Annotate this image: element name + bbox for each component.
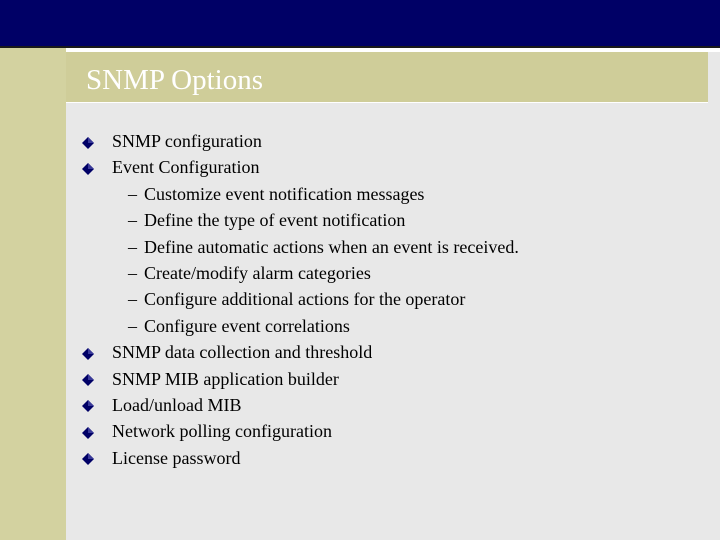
list-item — [0, 366, 720, 392]
list-item — [0, 154, 720, 180]
diamond-bullet-icon — [82, 400, 94, 412]
diamond-bullet-icon — [82, 427, 94, 439]
header-bar — [0, 0, 720, 48]
sub-list-item — [0, 234, 720, 260]
list-item-text: Event Configuration — [112, 157, 260, 178]
sub-list-item-text: Configure additional actions for the operator — [144, 289, 466, 310]
dash-marker: – — [128, 315, 137, 336]
sub-list-item — [0, 286, 720, 312]
sub-list-item — [0, 313, 720, 339]
list-item-text: SNMP data collection and threshold — [112, 342, 373, 363]
slide-title: SNMP Options — [86, 64, 264, 96]
bullet-list — [0, 128, 720, 471]
list-item — [0, 392, 720, 418]
sub-list-item — [0, 207, 720, 233]
sub-list-item-text: Define the type of event notification — [144, 210, 406, 231]
list-item-text: SNMP MIB application builder — [112, 368, 339, 389]
diamond-bullet-icon — [82, 163, 94, 175]
list-item — [0, 128, 720, 154]
title-divider — [66, 102, 708, 103]
diamond-bullet-icon — [82, 453, 94, 465]
dash-marker: – — [128, 210, 137, 231]
diamond-bullet-icon — [82, 137, 94, 149]
list-item-text: License password — [112, 447, 241, 468]
sub-list-item — [0, 181, 720, 207]
sub-list-item — [0, 260, 720, 286]
sub-list-item-text: Configure event correlations — [144, 315, 350, 336]
sub-list-item-text: Customize event notification messages — [144, 183, 425, 204]
sub-list-item-text: Define automatic actions when an event is received. — [144, 236, 519, 257]
dash-marker: – — [128, 289, 137, 310]
sub-list-item-text: Create/modify alarm categories — [144, 262, 371, 283]
list-item-text: Load/unload MIB — [112, 394, 242, 415]
dash-marker: – — [128, 262, 137, 283]
dash-marker: – — [128, 183, 137, 204]
diamond-bullet-icon — [82, 374, 94, 386]
dash-marker: – — [128, 236, 137, 257]
diamond-bullet-icon — [82, 348, 94, 360]
list-item — [0, 418, 720, 444]
list-item-text: Network polling configuration — [112, 421, 332, 442]
list-item — [0, 339, 720, 365]
list-item-text: SNMP configuration — [112, 131, 262, 151]
list-item — [0, 445, 720, 471]
